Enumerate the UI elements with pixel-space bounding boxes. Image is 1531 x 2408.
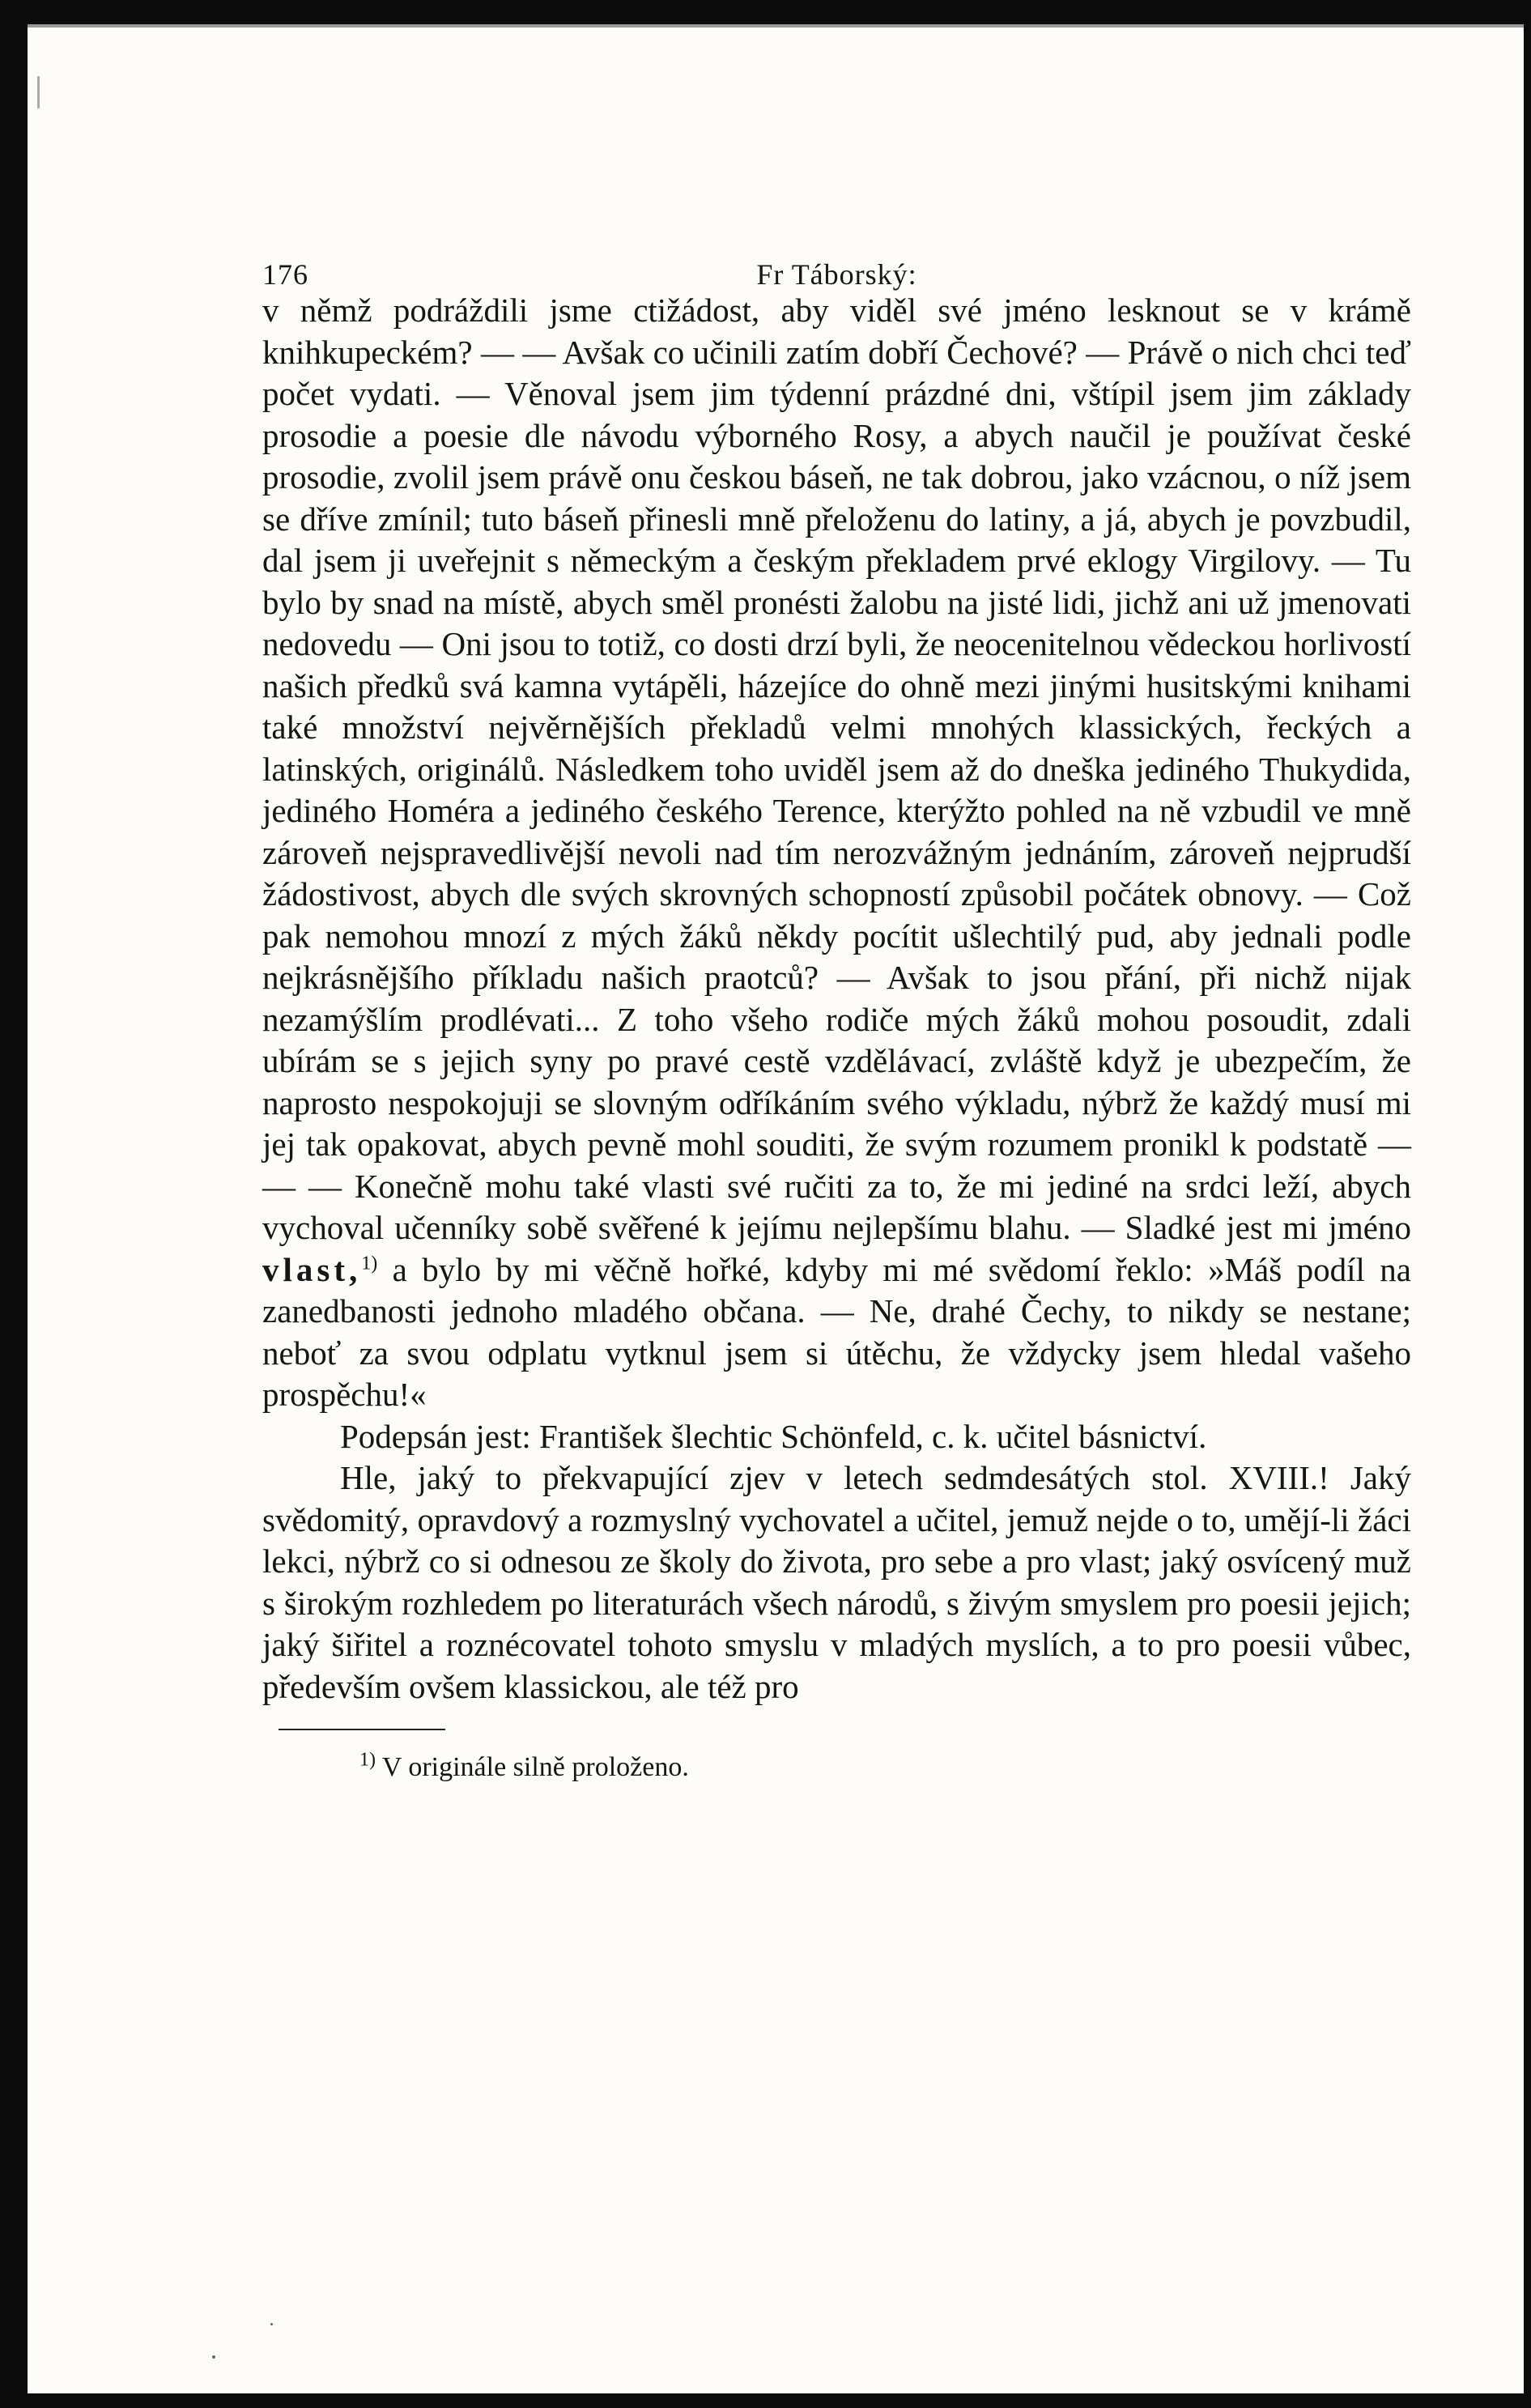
page-number: 176 [262,258,308,291]
body-paragraph: Hle, jaký to překvapující zjev v letech sedmdesátých stol. XVIII.! Jaký svědomitý, opravdový a rozmyslný vychovatel a učitel, jemuž nejde o to, umějí-li žáci lekci, nýbrž co si odnesou ze školy do života, pro sebe a pro vlast; jaký osvícený muž s širokým rozhledem po literaturách všech národů, s živým smyslem pro poesii jejich; jaký šiřitel a roznécovatel tohoto smyslu v mladých myslích, a to pro poesii vůbec, především ovšem klassickou, ale též pro [262,1459,1411,1705]
footnote-reference[interactable]: 1) [361,1252,378,1274]
paragraph-text: a bylo by mi věčně hořké, kdyby mi mé svědomí řeklo: »Máš podíl na zanedbanosti jednoho mladého občana. — Ne, drahé Čechy, to nikdy se nestane; neboť za svou odplatu vytknul jsem si útěchu, že vždycky jsem hledal vašeho prospěchu!« [262,1250,1411,1413]
footnote-divider [279,1729,445,1730]
paragraph-text: v němž podráždili jsme ctižádost, aby viděl své jméno lesknout se v krámě knihkupeckém? — — Avšak co učinili zatím dobří Čechové? — Právě o nich chci teď počet vydati. — Věnoval jsem jim týdenní prázdné dni, vštípil jsem jim základy prosodie a poesie dle návodu výborného Rosy, a abych naučil je používat české prosodie, zvolil jsem právě onu českou báseň, ne tak dobrou, jako vzácnou, o níž jsem se dříve zmínil; tuto báseň přinesli mně přeloženu do latiny, a já, abych je povzbudil, dal jsem ji uveřejnit s německým a českým překladem prvé eklogy Virgilovy. — Tu bylo by snad na místě, abych směl pronésti žalobu na jisté lidi, jichž ani už jmenovati nedovedu — Oni jsou to totiž, co dosti drzí byli, že neocenitelnou vědeckou horlivostí našich předků svá kamna vytápěli, házejíce do ohně mezi jinými husitskými knihami také množství nejvěrnějších překladů velmi mnohých klassických, řeckých a latinských, originálů. Následkem toho uviděl jsem až do dneška jediného Thukydida, jediného Homéra a jediného českého Terence, kterýžto pohled na ně vzbudil ve mně zároveň nejspravedlivější nevoli nad tím nerozvážným jednáním, zároveň nejprudší žádostivost, abych dle svých skrovných schopností způsobil počátek obnovy. — Což pak nemohou mnozí z mých žáků někdy pocítit ušlechtilý pud, aby jednali podle nejkrásnějšího příkladu našich praotců? — Avšak to jsou přání, při nichž nijak nezamýšlím prodlévati... Z toho všeho rodiče mých žáků mohou posoudit, zdali ubírám se s jejich syny po pravé cestě vzdělávací, zvláště když je ubezpečím, že naprosto nespokojuji se slovným odříkáním svého výkladu, nýbrž že každý musí mi jej tak opakovat, abych pevně mohl souditi, že svým rozumem pronikl k podstatě — — — Konečně mohu také vlasti své ručiti za to, že mi jediné na srdci leží, abych vychoval učenníky sobě svěřené k jejímu nejlepšímu blahu. — Sladké jest mi jméno [262,291,1411,1246]
footnote-mark: 1) [359,1749,376,1771]
footnote-text: V originále silně proloženo. [381,1752,689,1782]
page-content [262,225,1411,1785]
page-speck [270,2323,273,2325]
page-header [262,225,1411,290]
footnote [359,1750,1411,1785]
running-head: Fr Táborský: [756,258,917,291]
body-paragraph [262,290,1411,1416]
body-paragraph: Podepsán jest: František šlechtic Schönfeld, c. k. učitel básnictví. [340,1417,1207,1455]
page-speck [212,2355,215,2359]
emphasis-word: vlast, [262,1250,362,1288]
book-page [28,24,1524,2393]
page-speck [37,76,40,108]
